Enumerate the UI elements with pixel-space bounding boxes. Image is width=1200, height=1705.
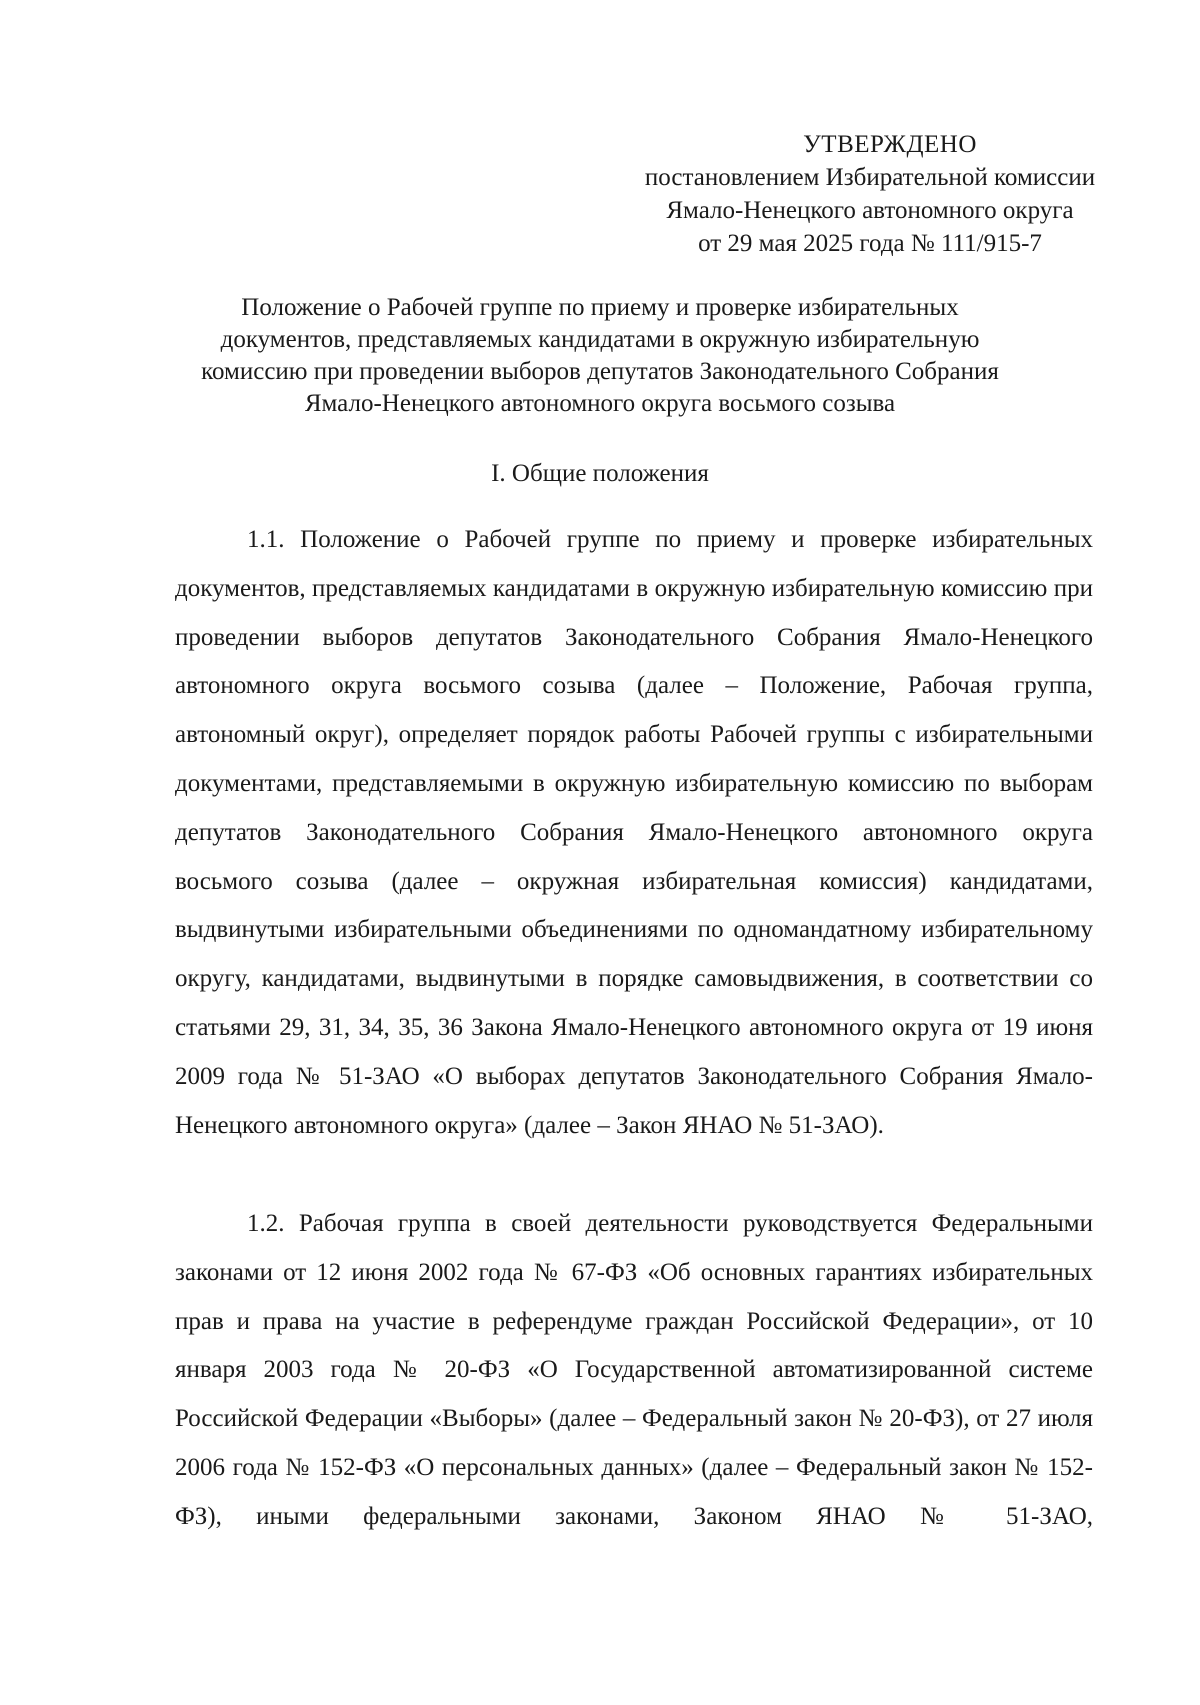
title-line-4: Ямало-Ненецкого автономного округа восьмого созыва <box>304 390 896 417</box>
approval-line-1: постановлением Избирательной комиссии <box>644 164 1096 191</box>
paragraph-1-1 <box>175 516 1093 1150</box>
title-line-3: комиссию при проведении выборов депутатов Законодательного Собрания <box>201 358 999 385</box>
paragraph-text: 1.2. Рабочая группа в своей деятельности руководствуется Федеральными законами от 12 июня 2002 года № 67-ФЗ «Об основных гарантиях избирательных прав и права на участие в референдуме граждан Российской Федерации», от 10 января 2003 года № 20-ФЗ «О Государственной автоматизированной системе Российской Федерации «Выборы» (далее – Федеральный закон № 20-ФЗ), от 27 июля 2006 года № 152-ФЗ «О персональных данных» (далее – Федеральный закон № 152-ФЗ), иными федеральными законами, Законом ЯНАО № 51-ЗАО, <box>175 1210 1093 1530</box>
document-title <box>150 292 1050 420</box>
title-line-1: Положение о Рабочей группе по приему и проверке избирательных <box>241 294 959 321</box>
approval-stamp <box>590 128 1150 260</box>
title-line-2: документов, представляемых кандидатами в окружную избирательную <box>220 326 980 353</box>
approval-heading: УТВЕРЖДЕНО <box>803 131 977 158</box>
paragraph-1-2 <box>175 1200 1093 1542</box>
approval-line-3: от 29 мая 2025 года № 111/915-7 <box>698 230 1042 257</box>
approval-line-2: Ямало-Ненецкого автономного округа <box>666 197 1074 224</box>
paragraph-text: 1.1. Положение о Рабочей группе по приему и проверке избирательных документов, представляемых кандидатами в окружную избирательную комиссию при проведении выборов депутатов Законодательного Собрания Ямало-Ненецкого автономного округа восьмого созыва (далее – Положение, Рабочая группа, автономный округ), определяет порядок работы Рабочей группы с избирательными документами, представляемыми в окружную избирательную комиссию по выборам депутатов Законодательного Собрания Ямало-Ненецкого автономного округа восьмого созыва (далее – окружная избирательная комиссия) кандидатами, выдвинутыми избирательными объединениями по одномандатному избирательному округу, кандидатами, выдвинутыми в порядке самовыдвижения, в соответствии со статьями 29, 31, 34, 35, 36 Закона Ямало-Ненецкого автономного округа от 19 июня 2009 года № 51-ЗАО «О выборах депутатов Законодательного Собрания Ямало-Ненецкого автономного округа» (далее – Закон ЯНАО № 51-ЗАО). <box>175 526 1093 1139</box>
section-title: I. Общие положения <box>491 460 709 487</box>
